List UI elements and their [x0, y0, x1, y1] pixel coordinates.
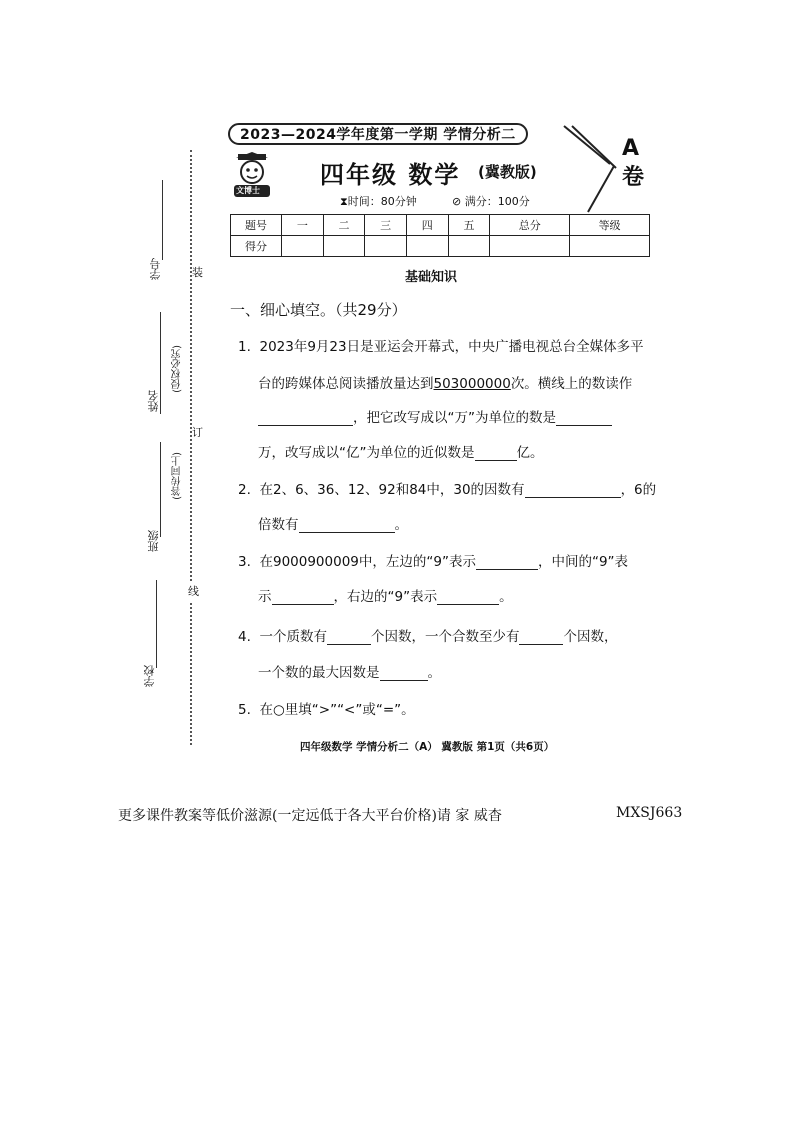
question-text: 。: [499, 589, 513, 605]
question-4-line-1: [238, 625, 617, 645]
paper-letter: A: [622, 136, 640, 161]
question-text: 万，改写成以“亿”为单位的近似数是: [258, 445, 475, 461]
check-circle-icon: ⊘: [452, 195, 462, 208]
answer-blank[interactable]: [476, 555, 538, 570]
score-input-cell[interactable]: [490, 236, 570, 257]
question-text: ，把它改写成以“万”为单位的数是: [353, 410, 556, 426]
question-text: 。: [394, 517, 408, 533]
underlined-number: 503000000: [433, 376, 511, 392]
answer-blank[interactable]: [380, 666, 428, 681]
question-2-line-1: [238, 478, 656, 498]
school-label: 学校: [143, 665, 156, 687]
name-label: 姓名: [147, 390, 160, 412]
answer-blank[interactable]: [519, 630, 563, 645]
time-info: [340, 193, 417, 209]
question-text: 台的跨媒体总阅读播放量达到: [258, 376, 434, 392]
question-text: 示: [258, 589, 272, 605]
table-cell: 题号: [231, 215, 282, 236]
answer-blank[interactable]: [272, 590, 334, 605]
question-text: ，6的: [620, 482, 657, 498]
table-cell: 二: [323, 215, 365, 236]
answer-blank[interactable]: [437, 590, 499, 605]
decorative-strokes: [560, 124, 620, 214]
question-text: ，中间的“9”表: [537, 554, 629, 570]
exam-edition: (冀教版): [478, 163, 537, 181]
answer-note: (答传同上): [172, 452, 183, 500]
mascot-label: 文博士: [236, 186, 260, 195]
answer-blank[interactable]: [525, 483, 621, 498]
question-number: 3.: [238, 554, 251, 570]
question-2-line-2: [258, 513, 408, 533]
copyright-note: (侵权必究): [172, 345, 183, 393]
table-cell: 三: [365, 215, 407, 236]
score-table: [230, 214, 650, 257]
question-number: 2.: [238, 482, 251, 498]
table-cell: 等级: [570, 215, 650, 236]
table-cell: 五: [448, 215, 490, 236]
seal-char-ding: 订: [192, 422, 203, 442]
answer-blank[interactable]: [475, 446, 517, 461]
question-1-line-1: [238, 335, 644, 355]
score-input-cell[interactable]: [570, 236, 650, 257]
exam-banner: 2023—2024学年度第一学期 学情分析二: [228, 123, 528, 145]
section-heading: 基础知识: [405, 270, 458, 285]
answer-blank[interactable]: [327, 630, 371, 645]
student-id-line[interactable]: [162, 180, 163, 260]
question-text: 2023年9月23日是亚运会开幕式，中央广播电视总台全媒体多平: [259, 339, 644, 355]
question-text: 倍数有: [258, 517, 299, 533]
name-line[interactable]: [160, 312, 161, 414]
question-text: 次。横线上的数读作: [510, 376, 633, 392]
score-input-cell[interactable]: [282, 236, 324, 257]
student-id-label: 学号: [149, 258, 162, 280]
table-cell: 一: [282, 215, 324, 236]
question-1-line-2: [258, 372, 632, 392]
answer-blank[interactable]: [299, 518, 395, 533]
exam-title: 四年级 数学: [320, 161, 461, 189]
question-text: 亿。: [516, 445, 544, 461]
paper-label: 卷: [622, 165, 645, 190]
question-1-line-4: [258, 441, 544, 461]
score-info: [452, 193, 530, 209]
answer-blank[interactable]: [556, 411, 612, 426]
answer-blank[interactable]: [258, 411, 353, 426]
question-number: 1.: [238, 339, 251, 355]
question-4-line-2: [258, 661, 441, 681]
school-line[interactable]: [156, 580, 157, 668]
question-5-line-1: [238, 698, 415, 718]
question-1-line-3: [258, 406, 612, 426]
score-input-cell[interactable]: [406, 236, 448, 257]
question-number: 5.: [238, 702, 251, 718]
class-line[interactable]: [160, 442, 161, 537]
question-text: 个因数，一个合数至少有: [370, 629, 520, 645]
full-score-text: 满分：100分: [464, 195, 530, 208]
table-cell: 四: [406, 215, 448, 236]
question-3-line-2: [258, 585, 513, 605]
score-input-cell[interactable]: [448, 236, 490, 257]
score-input-cell[interactable]: [323, 236, 365, 257]
hourglass-icon: ⧗: [340, 195, 348, 208]
score-table-score-row: [231, 236, 650, 257]
question-text: 个因数，: [563, 629, 618, 645]
seal-char-zhuang: 装: [192, 262, 203, 282]
seal-char-xian: 线: [188, 581, 199, 601]
question-text: 一个质数有: [259, 629, 327, 645]
question-3-line-1: [238, 550, 628, 570]
table-cell: 得分: [231, 236, 282, 257]
table-cell: 总分: [490, 215, 570, 236]
question-number: 4.: [238, 629, 251, 645]
score-input-cell[interactable]: [365, 236, 407, 257]
binding-dotted-line: [190, 150, 192, 745]
time-text: 时间：80分钟: [347, 195, 417, 208]
question-text: ，右边的“9”表示: [333, 589, 438, 605]
class-label: 班级: [147, 530, 160, 552]
question-text: 。: [427, 665, 441, 681]
page-footer: 四年级数学 学情分析二（A） 冀教版 第1页（共6页）: [300, 741, 555, 753]
question-text: 一个数的最大因数是: [258, 665, 380, 681]
score-table-header-row: [231, 215, 650, 236]
resource-code: MXSJ663: [616, 805, 683, 821]
question-text: 在2、6、36、12、92和84中，30的因数有: [259, 482, 525, 498]
question-text: 在○里填“>”“<”或“=”。: [259, 702, 415, 718]
part-title: 一、细心填空。（共29分）: [230, 301, 407, 319]
promo-text: 更多课件教案等低价滋源(一定远低于各大平台价格)请 家 威杳: [118, 808, 502, 824]
question-text: 在9000900009中，左边的“9”表示: [259, 554, 476, 570]
